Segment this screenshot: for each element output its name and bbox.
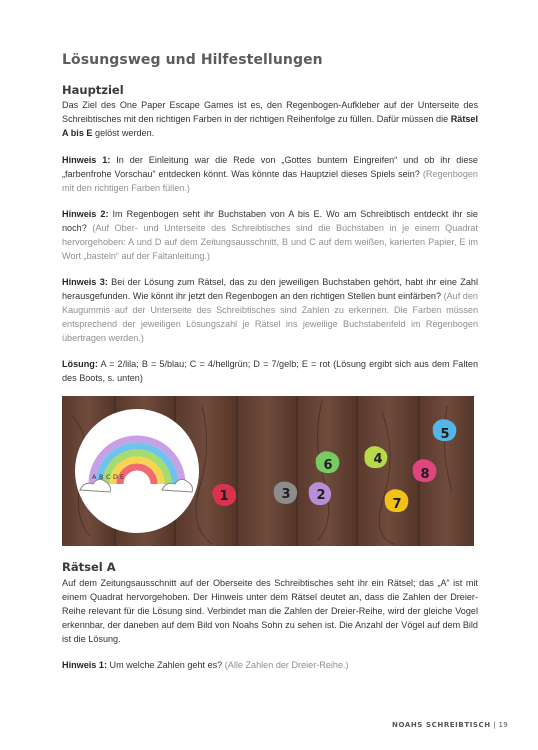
rainbow-letter: E (120, 473, 125, 481)
gum-number: 1 (219, 489, 229, 504)
desk-photo-svg (62, 396, 474, 546)
hint-1-answer: (Regenbogen mit den richtigen Farben füllen.) (62, 169, 478, 193)
gum-number: 3 (281, 487, 291, 502)
hint-3-text: Bei der Lösung zum Rätsel, das zu den jeweiligen Buchstaben gehört, habt ihr eine Zahl herausgefunden. Wie könnt ihr jetzt den Regenbogen an den richtigen Stellen bunt einfärben? (62, 277, 478, 301)
rainbow-letter: C (106, 473, 111, 481)
footer-separator: | (493, 721, 496, 729)
page-number: 19 (498, 721, 508, 729)
hint-2-label: Hinweis 2: (62, 209, 109, 219)
solution-text: A = 2/lila; B = 5/blau; C = 4/hellgrün; D = 7/gelb; E = rot (Lösung ergibt sich aus dem Falten des Boots, s. unten) (62, 359, 478, 383)
hint-1-label: Hinweis 1: (62, 155, 111, 165)
main-goal-text (62, 98, 478, 140)
hint-3 (62, 275, 478, 345)
desk-photo (62, 396, 474, 546)
riddle-a-hint-label: Hinweis 1: (62, 660, 107, 670)
rainbow-letter: B (99, 473, 104, 481)
hint-3-label: Hinweis 3: (62, 277, 108, 287)
main-goal-text-bold: Rätsel A bis E (62, 114, 478, 138)
hint-2-answer: (Auf Ober- und Unterseite des Schreibtisches sind die Buchstaben in je einem Quadrat hervorgehoben: A und D auf dem Zeitungsausschnitt, B und C auf dem weißen, karierten Papier, E im Wort „basteln“ auf der Faltanleitung.) (62, 223, 478, 261)
rainbow-sticker (75, 409, 199, 533)
riddle-a-heading: Rätsel A (62, 560, 116, 574)
page-title: Lösungsweg und Hilfestellungen (62, 52, 323, 68)
gum-number: 2 (316, 488, 326, 503)
gum-number: 8 (420, 467, 430, 482)
hint-1 (62, 153, 478, 195)
main-goal-heading: Hauptziel (62, 83, 124, 97)
hint-1-text: In der Einleitung war die Rede von „Gottes buntem Eingreifen“ und ob ihr diese „farbenfrohe Vorschau“ entdecken könnt. Was könnte das Hauptziel dieses Spiels sein? (62, 155, 478, 179)
footer-brand: NOAHS SCHREIBTISCH (392, 721, 491, 729)
solution (62, 357, 478, 385)
page-footer (392, 721, 508, 729)
gum-number: 5 (440, 427, 450, 442)
gum-number: 4 (373, 452, 383, 467)
riddle-a-text: Auf dem Zeitungsausschnitt auf der Oberseite des Schreibtisches seht ihr ein Rätsel; das „A“ ist mit einem Quadrat hervorgehoben. Der Hinweis unter dem Rätsel deutet an, dass die Zahlen der Dreier-Reihe relevant für die Lösung sind. Verbindet man die Zahlen der Dreier-Reihe, wird der gleiche Vogel erkennbar, der daneben auf dem Bild von Noahs Sohn zu sehen ist. Die Anzahl der Vögel auf dem Bild ist die Lösung. (62, 578, 478, 644)
gum-number: 6 (323, 458, 333, 473)
gum-number: 7 (392, 497, 402, 512)
solution-label: Lösung: (62, 359, 98, 369)
riddle-a-hint-text: Um welche Zahlen geht es? (106, 660, 225, 670)
main-goal-text-b: gelöst werden. (92, 128, 155, 138)
riddle-a-hint-answer: (Alle Zahlen der Dreier-Reihe.) (224, 660, 349, 670)
main-goal-text-a: Das Ziel des One Paper Escape Games ist es, den Regenbogen-Aufkleber auf der Unterseite des Schreibtisches mit den richtigen Farben in der richtigen Reihenfolge zu füllen. Dafür müssen die (62, 100, 478, 124)
hint-3-answer: (Auf den Kaugummis auf der Unterseite des Schreibtisches sind Zahlen zu erkennen. Die Farben müssen entsprechend der jeweiligen Lösungszahl je Rätsel ins jeweilige Buchstabenfeld im Regenbogen übertragen werden.) (62, 291, 478, 343)
rainbow-letter: D (113, 473, 119, 481)
rainbow-letter: A (92, 473, 97, 481)
riddle-a-hint-1 (62, 658, 478, 672)
hint-2 (62, 207, 478, 263)
gum-3 (274, 482, 297, 504)
hint-2-text: Im Regenbogen seht ihr Buchstaben von A bis E. Wo am Schreibtisch entdeckt ihr sie noch? (62, 209, 478, 233)
